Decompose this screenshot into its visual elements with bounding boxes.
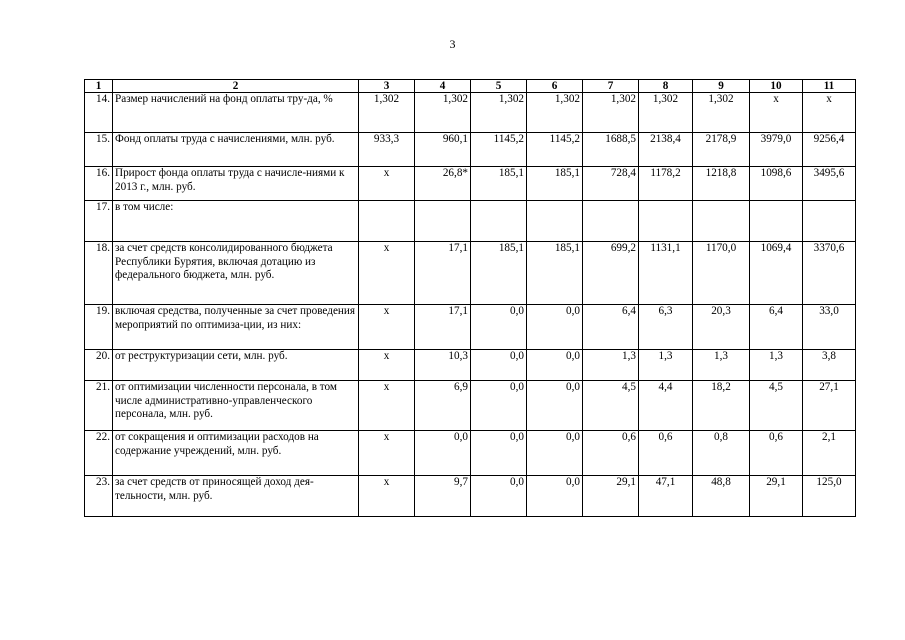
table-cell: 0,0 [527, 431, 583, 476]
table-cell: 0,0 [471, 476, 527, 517]
table-cell: 1,302 [527, 93, 583, 133]
table-row [85, 167, 856, 201]
table-cell: 29,1 [583, 476, 639, 517]
table-cell [693, 201, 750, 242]
table-body [85, 93, 856, 517]
table-cell: 0,0 [527, 305, 583, 350]
table-cell: 2178,9 [693, 133, 750, 167]
table-cell: 27,1 [803, 381, 856, 431]
table-cell: 1,302 [639, 93, 693, 133]
column-header-2: 2 [113, 80, 359, 93]
row-label: за счет средств консолидированного бюджета Республики Бурятия, включая дотацию из федерального бюджета, млн. руб. [113, 242, 359, 305]
table-cell: 1170,0 [693, 242, 750, 305]
column-header-7: 7 [583, 80, 639, 93]
table-cell: 6,3 [639, 305, 693, 350]
table-cell: 1,302 [359, 93, 415, 133]
table-cell: 0,6 [639, 431, 693, 476]
table-cell: 0,0 [527, 350, 583, 381]
table-cell: 26,8* [415, 167, 471, 201]
column-header-3: 3 [359, 80, 415, 93]
column-header-9: 9 [693, 80, 750, 93]
row-label: за счет средств от приносящей доход дея-тельности, млн. руб. [113, 476, 359, 517]
table-cell: 6,9 [415, 381, 471, 431]
row-label: от оптимизации численности персонала, в том числе административно-управленческого персонала, млн. руб. [113, 381, 359, 431]
table-cell: 6,4 [750, 305, 803, 350]
table-cell: 0,0 [471, 350, 527, 381]
table-row [85, 201, 856, 242]
table-cell: 0,6 [750, 431, 803, 476]
table-row [85, 305, 856, 350]
table-row [85, 431, 856, 476]
table-cell: 699,2 [583, 242, 639, 305]
row-label: Фонд оплаты труда с начислениями, млн. руб. [113, 133, 359, 167]
table-cell: x [359, 476, 415, 517]
table-cell: 1218,8 [693, 167, 750, 201]
table-cell: 1145,2 [471, 133, 527, 167]
table-cell: 3,8 [803, 350, 856, 381]
table-cell: 1,302 [471, 93, 527, 133]
table-cell [471, 201, 527, 242]
page-number: 3 [449, 37, 456, 51]
column-header-1: 1 [85, 80, 113, 93]
column-header-6: 6 [527, 80, 583, 93]
row-number: 14. [85, 93, 113, 133]
table-cell [803, 201, 856, 242]
table-cell [359, 201, 415, 242]
table-cell: 933,3 [359, 133, 415, 167]
table-cell: 18,2 [693, 381, 750, 431]
table-cell: 1,302 [693, 93, 750, 133]
table-cell: 9256,4 [803, 133, 856, 167]
table-cell [583, 201, 639, 242]
row-number: 16. [85, 167, 113, 201]
table-header-row [85, 80, 856, 93]
table-cell: 960,1 [415, 133, 471, 167]
row-label: включая средства, полученные за счет проведения мероприятий по оптимиза-ции, из них: [113, 305, 359, 350]
table-cell [750, 201, 803, 242]
table-cell: 1,302 [415, 93, 471, 133]
row-number: 19. [85, 305, 113, 350]
table-cell: 2138,4 [639, 133, 693, 167]
table-cell: 0,6 [583, 431, 639, 476]
row-number: 17. [85, 201, 113, 242]
table-cell: x [359, 350, 415, 381]
column-header-5: 5 [471, 80, 527, 93]
table-cell: 10,3 [415, 350, 471, 381]
table-cell: 185,1 [471, 167, 527, 201]
table-cell: 728,4 [583, 167, 639, 201]
table-cell: 1688,5 [583, 133, 639, 167]
table-cell: 47,1 [639, 476, 693, 517]
row-label: от реструктуризации сети, млн. руб. [113, 350, 359, 381]
table-cell: x [359, 242, 415, 305]
table-cell: 20,3 [693, 305, 750, 350]
table-cell: 1,3 [639, 350, 693, 381]
row-label: от сокращения и оптимизации расходов на содержание учреждений, млн. руб. [113, 431, 359, 476]
column-header-4: 4 [415, 80, 471, 93]
table-cell: 1131,1 [639, 242, 693, 305]
table-cell [415, 201, 471, 242]
table-cell: 185,1 [527, 167, 583, 201]
table-cell: 4,5 [750, 381, 803, 431]
table-cell: 0,0 [415, 431, 471, 476]
table-cell: 1069,4 [750, 242, 803, 305]
column-header-10: 10 [750, 80, 803, 93]
table-cell: x [803, 93, 856, 133]
table-cell: 2,1 [803, 431, 856, 476]
table-cell: 3370,6 [803, 242, 856, 305]
table-cell: 9,7 [415, 476, 471, 517]
column-header-11: 11 [803, 80, 856, 93]
table-cell: 1178,2 [639, 167, 693, 201]
table-cell: 1,3 [693, 350, 750, 381]
table-cell: 1,302 [583, 93, 639, 133]
table-cell: x [359, 431, 415, 476]
table-cell: 3495,6 [803, 167, 856, 201]
table-row [85, 381, 856, 431]
table-cell: 33,0 [803, 305, 856, 350]
row-number: 23. [85, 476, 113, 517]
table-cell: 185,1 [527, 242, 583, 305]
table-cell: 125,0 [803, 476, 856, 517]
table-cell: 0,0 [471, 305, 527, 350]
table-cell: 0,0 [527, 476, 583, 517]
table-row [85, 476, 856, 517]
table-cell [639, 201, 693, 242]
table-cell: x [359, 167, 415, 201]
table-cell: 48,8 [693, 476, 750, 517]
table-cell: 6,4 [583, 305, 639, 350]
table-cell: 17,1 [415, 305, 471, 350]
table-cell: 4,4 [639, 381, 693, 431]
row-label: Прирост фонда оплаты труда с начисле-ниями к 2013 г., млн. руб. [113, 167, 359, 201]
row-number: 22. [85, 431, 113, 476]
data-table [84, 79, 856, 517]
row-label: в том числе: [113, 201, 359, 242]
table-cell: 1145,2 [527, 133, 583, 167]
table-cell: x [359, 305, 415, 350]
table-cell: 17,1 [415, 242, 471, 305]
table-row [85, 133, 856, 167]
table-cell: 4,5 [583, 381, 639, 431]
table-cell: 0,0 [527, 381, 583, 431]
table-cell [527, 201, 583, 242]
row-number: 21. [85, 381, 113, 431]
table-cell: 1098,6 [750, 167, 803, 201]
table-cell: 0,0 [471, 381, 527, 431]
table-row [85, 242, 856, 305]
table-cell: x [750, 93, 803, 133]
table-cell: 1,3 [750, 350, 803, 381]
table-cell: 1,3 [583, 350, 639, 381]
row-label: Размер начислений на фонд оплаты тру-да, % [113, 93, 359, 133]
table-cell: 29,1 [750, 476, 803, 517]
table-cell: 185,1 [471, 242, 527, 305]
row-number: 15. [85, 133, 113, 167]
table-cell: 0,8 [693, 431, 750, 476]
table-row [85, 93, 856, 133]
row-number: 20. [85, 350, 113, 381]
column-header-8: 8 [639, 80, 693, 93]
table-row [85, 350, 856, 381]
table-cell: 3979,0 [750, 133, 803, 167]
table-cell: 0,0 [471, 431, 527, 476]
row-number: 18. [85, 242, 113, 305]
table-cell: x [359, 381, 415, 431]
